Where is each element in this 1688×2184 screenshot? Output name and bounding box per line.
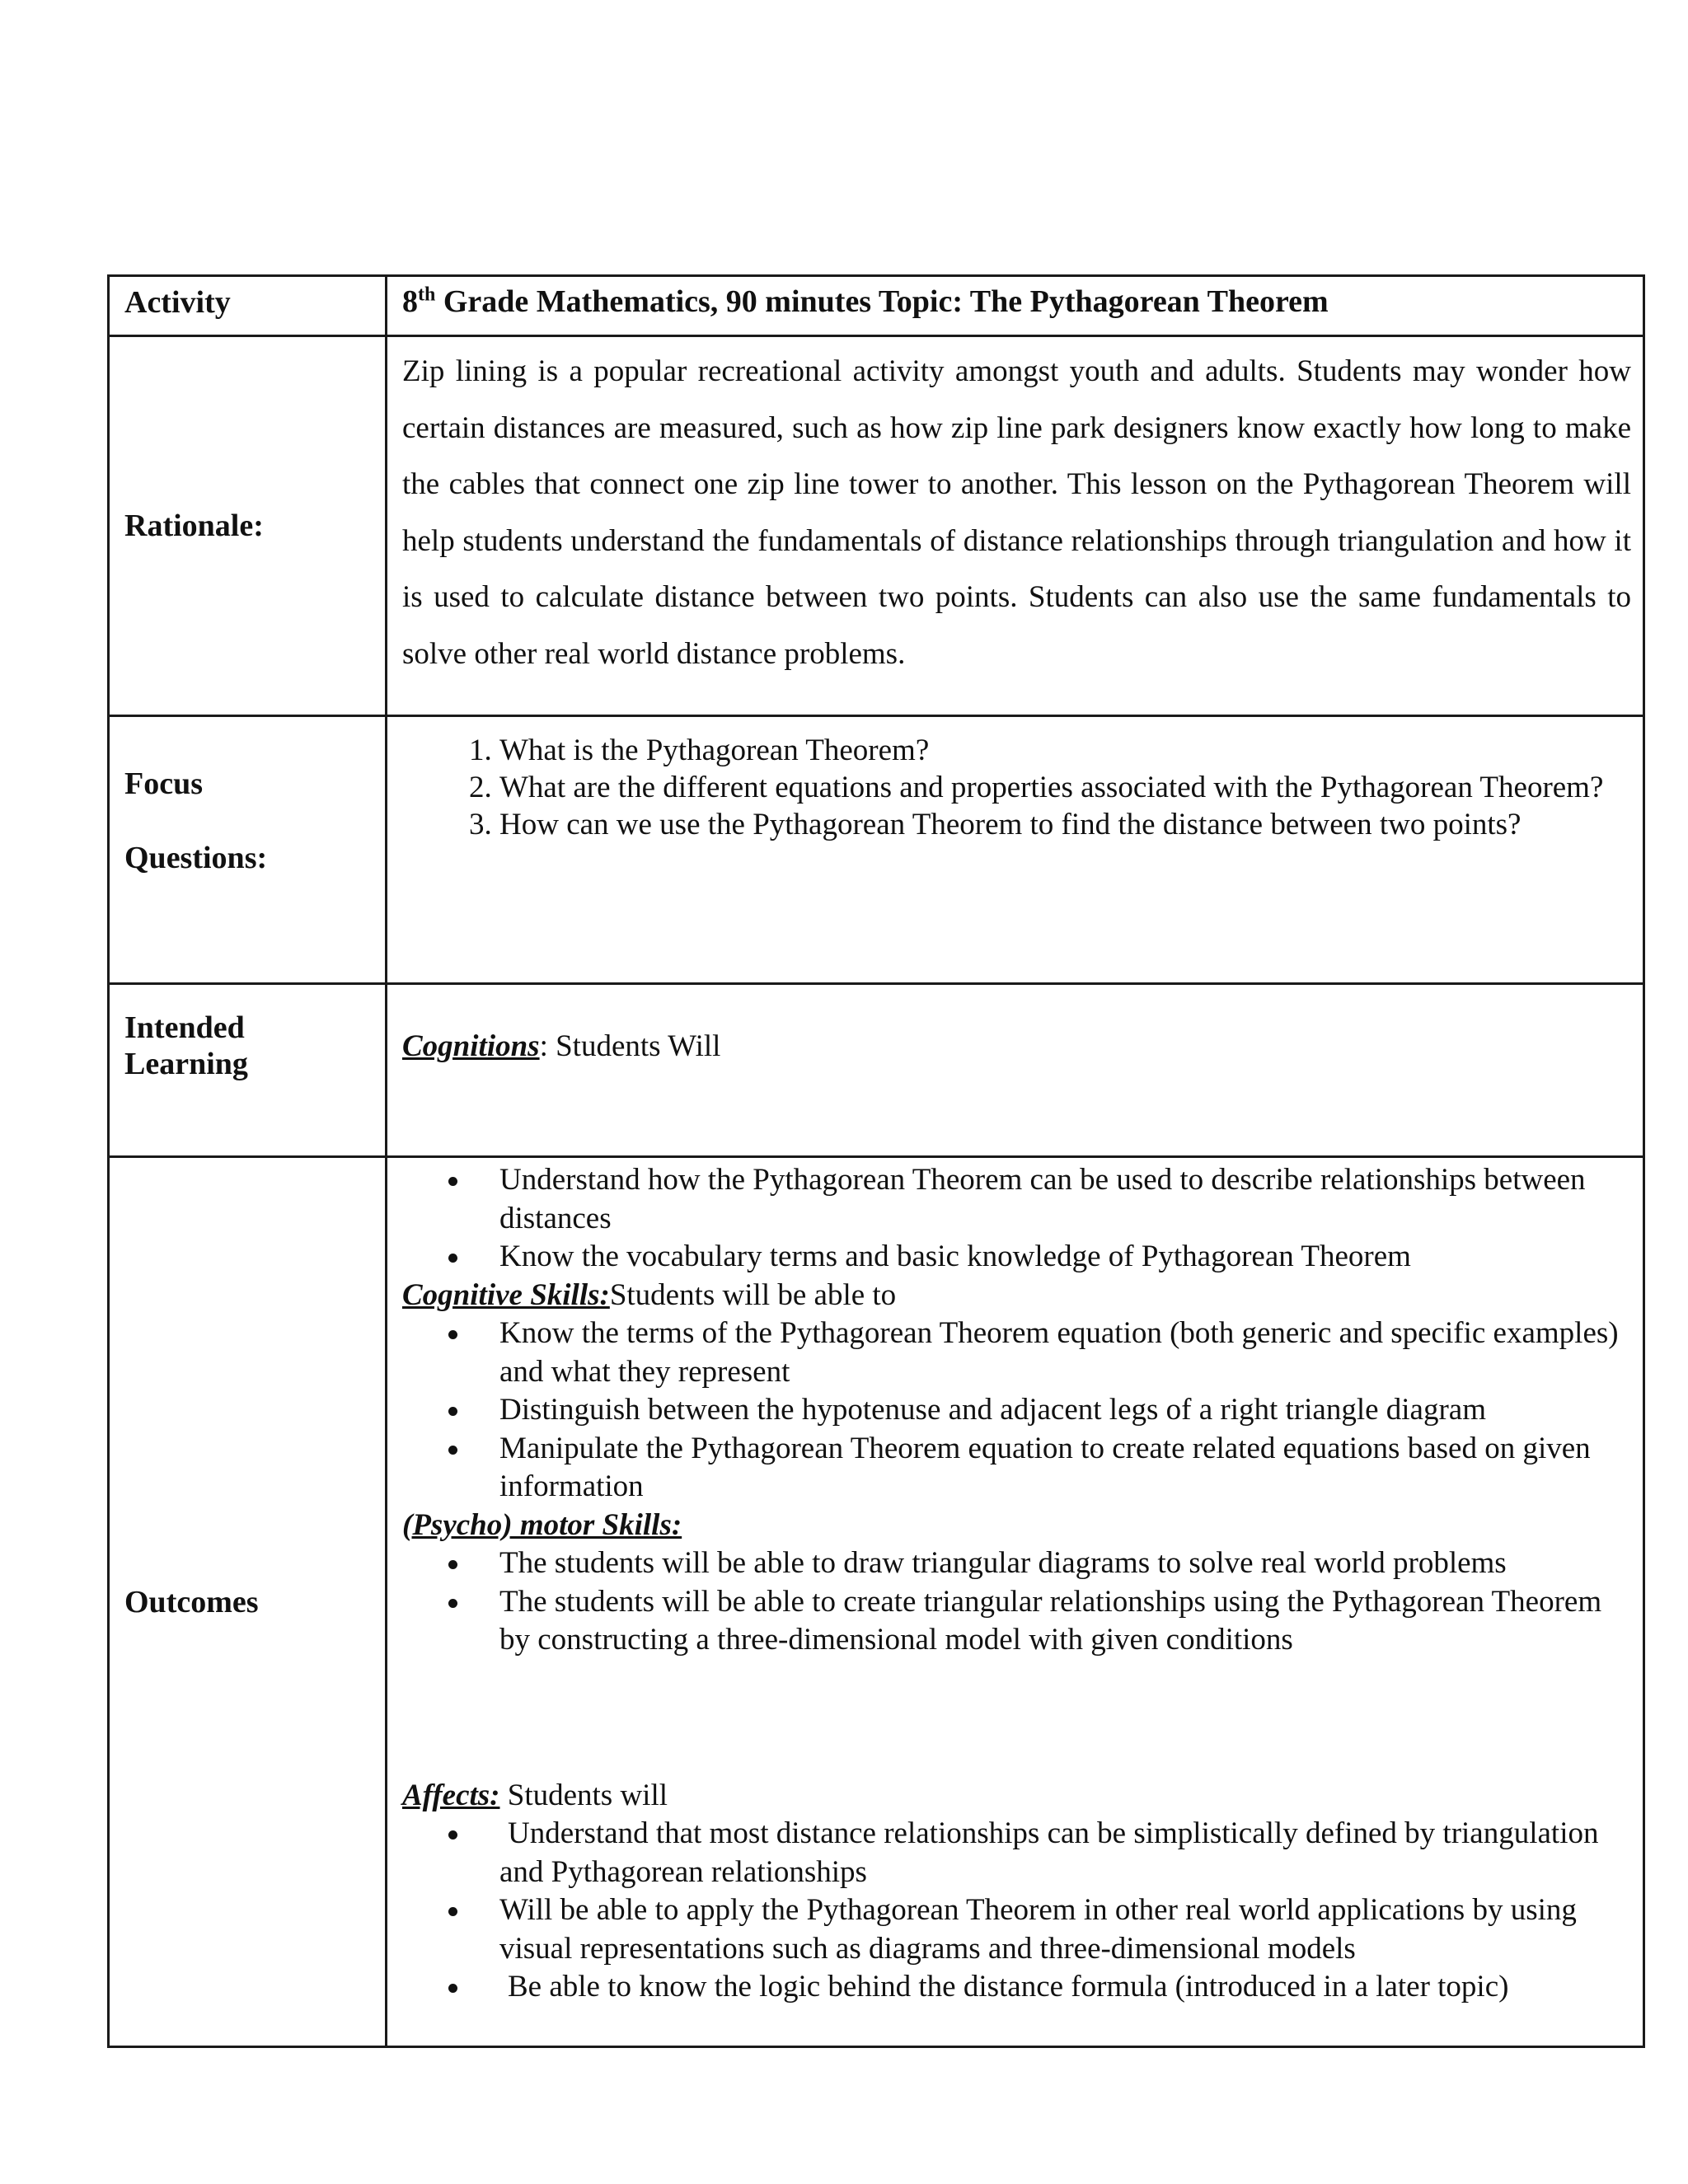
rationale-cell (387, 336, 1644, 716)
list-item-text: Distinguish between the hypotenuse and adjacent legs of a right triangle diagram (499, 1393, 1487, 1427)
affects-list (402, 1815, 1631, 2007)
intended-learning-row (109, 984, 1644, 1157)
cognitions-heading: Cognitions (402, 1029, 540, 1063)
focus-question: 2. What are the different equations and properties associated with the Pythagorean Theorem? (499, 769, 1631, 806)
section-spacer (402, 1660, 1631, 1777)
intended-learning-cell (387, 984, 1644, 1157)
cognitive-skills-subheading (402, 1277, 1631, 1315)
affects-intro: Students will (499, 1778, 668, 1812)
list-item (499, 1315, 1631, 1391)
focus-questions-list (402, 732, 1631, 843)
lesson-plan-table (107, 274, 1645, 2048)
rationale-text: Zip lining is a popular recreational activity amongst youth and adults. Students may wonder how certain distances are measured, such as how zip line park designers know exactly how long to make the cables that connect one zip line tower to another. This lesson on the Pythagorean Theorem will help students understand the fundamentals of distance relationships through triangulation and how it is used to calculate distance between two points. Students can also use the same fundamentals to solve other real world distance problems. (402, 354, 1631, 671)
list-item (499, 1891, 1631, 1968)
list-item (499, 1544, 1631, 1583)
focus-questions-label (109, 716, 387, 984)
bullet-icon (448, 1446, 457, 1455)
outcomes-cell (387, 1157, 1644, 2047)
list-item-text: Know the terms of the Pythagorean Theorem equation (both generic and specific examples) and what they represent (499, 1316, 1619, 1389)
bullet-icon (448, 1177, 457, 1186)
intended-label-line2: Learning (124, 1047, 248, 1081)
list-item (499, 1583, 1631, 1660)
intended-learning-label (109, 984, 387, 1157)
activity-title-rest: Grade Mathematics, 90 minutes Topic: The Pythagorean Theorem (435, 284, 1329, 319)
activity-row (109, 276, 1644, 336)
list-item (499, 1968, 1631, 2007)
list-item-text: Know the vocabulary terms and basic knowledge of Pythagorean Theorem (499, 1240, 1411, 1273)
rationale-row (109, 336, 1644, 716)
outcomes-row (109, 1157, 1644, 2047)
list-item (499, 1430, 1631, 1507)
focus-questions-row (109, 716, 1644, 984)
bullet-icon (448, 1407, 457, 1416)
outcomes-label: Outcomes (109, 1157, 387, 2047)
list-item (499, 1161, 1631, 1238)
bullet-icon (448, 1560, 457, 1569)
list-item-text: The students will be able to draw triangular diagrams to solve real world problems (499, 1546, 1507, 1580)
list-item-text: Be able to know the logic behind the distance formula (introduced in a later topic) (508, 1970, 1509, 2004)
list-item (499, 1391, 1631, 1430)
cognitive-skills-list (402, 1315, 1631, 1507)
psycho-motor-list (402, 1544, 1631, 1660)
focus-label-line2: Questions: (124, 841, 268, 875)
list-item-text: Understand that most distance relationships can be simplistically defined by triangulation and Pythagorean relationships (499, 1816, 1599, 1889)
cognitions-intro: : Students Will (539, 1029, 721, 1063)
list-item (499, 1238, 1631, 1277)
grade-ordinal-suffix: th (418, 284, 436, 306)
bullet-icon (448, 1254, 457, 1263)
affects-subheading (402, 1777, 1631, 1816)
bullet-icon (448, 1830, 457, 1840)
focus-question: 1. What is the Pythagorean Theorem? (499, 732, 1631, 769)
bullet-icon (448, 1330, 457, 1339)
cognitive-skills-intro: Students will be able to (609, 1277, 897, 1312)
list-item-text: Understand how the Pythagorean Theorem can be used to describe relationships between distances (499, 1163, 1586, 1235)
intended-label-line1: Intended (124, 1010, 245, 1045)
list-item-text: The students will be able to create triangular relationships using the Pythagorean Theorem by constructing a three-dimensional model with given conditions (499, 1584, 1602, 1657)
bullet-icon (448, 1907, 457, 1916)
affects-heading: Affects: (402, 1778, 500, 1812)
list-item-text: Manipulate the Pythagorean Theorem equation to create related equations based on given information (499, 1431, 1591, 1503)
psycho-motor-heading: (Psycho) motor Skills: (402, 1507, 682, 1542)
activity-label: Activity (109, 276, 387, 336)
cognitive-skills-heading: Cognitive Skills: (402, 1277, 610, 1312)
focus-questions-cell (387, 716, 1644, 984)
list-item (499, 1815, 1631, 1891)
bullet-icon (448, 1984, 457, 1993)
activity-title (387, 276, 1644, 336)
focus-question: 3. How can we use the Pythagorean Theorem to find the distance between two points? (499, 806, 1631, 843)
psycho-motor-subheading (402, 1507, 1631, 1545)
grade-number: 8 (402, 284, 418, 319)
focus-label-line1: Focus (124, 766, 203, 801)
cognitions-list (402, 1161, 1631, 1277)
bullet-icon (448, 1599, 457, 1608)
rationale-label: Rationale: (109, 336, 387, 716)
list-item-text: Will be able to apply the Pythagorean Theorem in other real world applications by using visual representations such as diagrams and three-dimensional models (499, 1893, 1577, 1966)
